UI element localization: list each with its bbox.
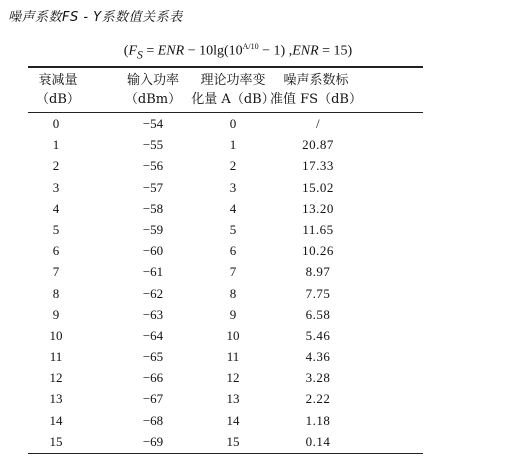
formula-open: ( [123,43,129,59]
cell-power-change: 12 [226,370,240,386]
cell-power-change: 14 [226,412,240,428]
header-input-power-line1: 输入功率 [126,73,179,88]
formula-eq: = [142,43,158,59]
cell-power-change: 11 [226,349,240,365]
header-noise-figure-line2: 准值 FS（dB） [270,92,362,107]
cell-attenuation: 14 [49,412,63,428]
cell-attenuation: 5 [52,221,60,237]
header-input-power-line2: （dBm） [124,92,182,107]
table-row [0,240,516,261]
formula-line [28,42,448,61]
formula-enr: ENR [157,43,185,59]
cell-attenuation: 7 [52,264,60,280]
cell-noise-figure: 17.33 [302,158,334,174]
header-noise-figure [270,71,362,109]
cell-power-change: 6 [229,243,237,259]
cell-noise-figure: / [315,116,321,131]
table-bottom-rule [28,453,423,454]
cell-power-change: 2 [229,158,237,174]
table-row [0,219,516,240]
table-row [0,431,516,452]
cell-power-change: 8 [229,285,237,301]
header-power-change [185,71,281,109]
header-attenuation-line2: （dB） [36,92,80,107]
cell-noise-figure: 10.26 [302,243,334,259]
cell-input-power: −60 [142,243,164,259]
table-body [0,113,516,452]
formula-end: = 15) [318,43,353,59]
table-row [0,346,516,367]
cell-power-change: 5 [229,221,237,237]
cell-attenuation: 2 [52,158,60,174]
cell-input-power: −56 [142,158,164,174]
cell-power-change: 0 [229,116,237,131]
table-caption: 噪声系数FS - Y系数值关系表 [8,10,183,25]
table-row [0,134,516,155]
cell-input-power: −64 [142,327,164,343]
cell-attenuation: 12 [49,370,63,386]
table-row [0,325,516,346]
cell-attenuation: 10 [49,327,63,343]
cell-attenuation: 6 [52,243,60,259]
table-top-rule [28,66,423,68]
cell-attenuation: 8 [52,285,60,301]
cell-input-power: −67 [142,391,164,407]
table-row [0,198,516,219]
header-attenuation-line1: 衰减量 [38,73,78,88]
table-row [0,113,516,134]
cell-power-change: 3 [229,179,237,195]
cell-attenuation: 15 [49,433,63,449]
cell-input-power: −62 [142,285,164,301]
cell-attenuation: 0 [52,116,60,131]
cell-noise-figure: 15.02 [302,179,334,195]
cell-input-power: −58 [142,200,164,216]
cell-input-power: −65 [142,349,164,365]
table-row [0,261,516,282]
cell-attenuation: 13 [49,391,63,407]
table-row [0,367,516,388]
formula-fs: F [128,43,137,59]
cell-input-power: −57 [142,179,164,195]
table-row [0,388,516,409]
formula-mid: − 10lg(10 [184,43,243,59]
table-row [0,283,516,304]
header-attenuation [28,71,88,109]
cell-noise-figure: 6.58 [305,306,331,322]
cell-attenuation: 1 [52,137,60,153]
cell-noise-figure: 20.87 [302,137,334,153]
cell-attenuation: 4 [52,200,60,216]
cell-noise-figure: 2.22 [305,391,331,407]
formula-fs-sub: S [137,48,143,62]
cell-attenuation: 9 [52,306,60,322]
cell-input-power: −54 [142,116,164,131]
cell-input-power: −61 [142,264,164,280]
cell-noise-figure: 1.18 [305,412,331,428]
cell-noise-figure: 11.65 [302,221,334,237]
cell-input-power: −68 [142,412,164,428]
cell-noise-figure: 8.97 [305,264,331,280]
cell-input-power: −69 [142,433,164,449]
cell-power-change: 4 [229,200,237,216]
cell-power-change: 1 [229,137,237,153]
header-noise-figure-line1: 噪声系数标 [283,73,349,88]
cell-noise-figure: 13.20 [302,200,334,216]
cell-power-change: 9 [229,306,237,322]
cell-input-power: −63 [142,306,164,322]
cell-power-change: 7 [229,264,237,280]
cell-noise-figure: 3.28 [305,370,331,386]
cell-noise-figure: 4.36 [305,349,331,365]
cell-input-power: −66 [142,370,164,386]
cell-attenuation: 3 [52,179,60,195]
cell-input-power: −59 [142,221,164,237]
formula-enr-2: ENR [292,43,319,59]
cell-noise-figure: 0.14 [305,433,331,449]
formula-tail: − 1) , [258,43,293,59]
cell-noise-figure: 5.46 [305,327,331,343]
cell-attenuation: 11 [49,349,63,365]
table-row [0,155,516,176]
cell-noise-figure: 7.75 [305,285,331,301]
table-row [0,304,516,325]
cell-power-change: 15 [226,433,240,449]
header-power-change-line1: 理论功率变 [200,73,266,88]
cell-input-power: −55 [142,137,164,153]
cell-power-change: 10 [226,327,240,343]
formula-exponent: A/10 [242,42,259,51]
cell-power-change: 13 [226,391,240,407]
table-row [0,177,516,198]
table-row [0,410,516,431]
header-power-change-line2: 化量 A（dB） [191,92,275,107]
